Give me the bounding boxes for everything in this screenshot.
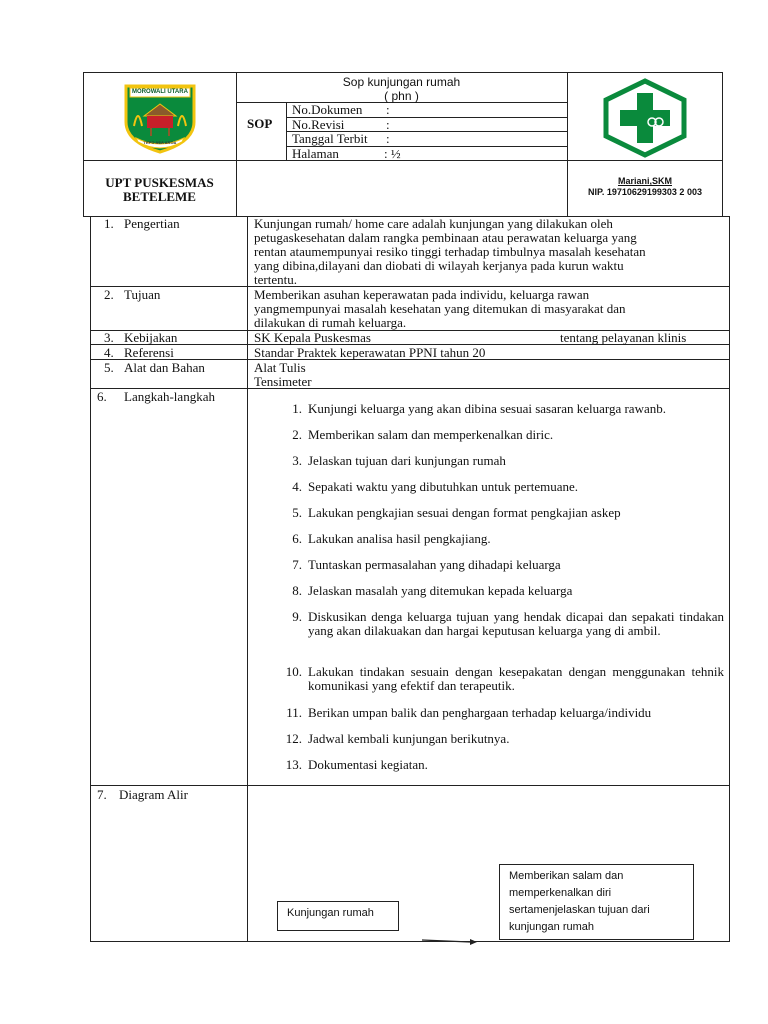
flow-box-salam-line: sertamenjelaskan tujuan dari: [509, 904, 650, 916]
section-num: 7.: [97, 787, 107, 802]
signer-name: Mariani,SKM: [617, 176, 672, 186]
section-label-kebijakan: Kebijakan: [124, 330, 178, 345]
document-subtitle: ( phn ): [384, 89, 419, 103]
pengertian-line: tertentu.: [254, 272, 297, 287]
section-num: 4.: [104, 345, 114, 360]
list-item: 5. Lakukan pengkajian sesuai dengan format pengkajian askep: [292, 505, 621, 520]
kebijakan-text-right: tentang pelayanan klinis: [560, 330, 687, 345]
logo-ribbon-text: TEPO ASA AROA: [143, 140, 177, 145]
signer-nip: NIP. 19710629199303 2 003: [588, 187, 702, 197]
alat-item: Alat Tulis: [254, 360, 306, 375]
referensi-text: Standar Praktek keperawatan PPNI tahun 20: [254, 345, 486, 360]
list-item: 4. Sepakati waktu yang dibutuhkan untuk pertemuane.: [292, 479, 579, 494]
section-num: 1.: [104, 216, 114, 231]
list-item: 11. Berikan umpan balik dan penghargaan terhadap keluarga/individu: [286, 705, 652, 720]
field-tanggal-terbit-value: :: [386, 131, 390, 146]
list-item: 8. Jelaskan masalah yang ditemukan kepada keluarga: [292, 583, 573, 598]
header-divider: [83, 160, 723, 161]
list-item: 6. Lakukan analisa hasil pengkajiang.: [292, 531, 491, 546]
document-title: Sop kunjungan rumah: [342, 75, 461, 89]
logo-banner-text: MOROWALI UTARA: [132, 89, 188, 95]
content-divider: [90, 785, 730, 786]
list-item: 10. Lakukan tindakan sesuain dengan kesepakatan dengan menggunakan tehnik komunikasi yang efektif dan terapeutik.: [285, 664, 724, 693]
list-item: 9. Diskusikan denga keluarga tujuan yang hendak dicapai dan sepakati tindakan yang akan dilakuakan dan hargai keputusan keluarga yang di ambil.: [292, 609, 724, 638]
sop-label: SOP: [247, 116, 273, 131]
section-num: 6.: [97, 389, 107, 404]
field-halaman-value: : ½: [384, 146, 401, 161]
section-label-alat: Alat dan Bahan: [124, 360, 205, 375]
list-item: 12. Jadwal kembali kunjungan berikutnya.: [285, 731, 510, 746]
list-item: 7. Tuntaskan permasalahan yang dihadapi keluarga: [292, 557, 561, 572]
tujuan-line: yangmempunyai masalah kesehatan yang ditemukan di masyarakat dan: [254, 301, 626, 316]
section-num: 3.: [104, 330, 114, 345]
org-name-line1: UPT PUSKESMAS: [105, 175, 214, 190]
flow-box-salam-line: memperkenalkan diri: [509, 887, 612, 899]
alat-item: Tensimeter: [254, 374, 312, 389]
section-num: 5.: [104, 360, 114, 375]
pengertian-line: petugaskesehatan dalam rangka pembinaan atau perawatan keluarga yang: [254, 230, 637, 245]
pengertian-line: yang dibina,dilayani dan diobati di wilayah kerjanya pada kurun waktu: [254, 258, 624, 273]
tujuan-line: Memberikan asuhan keperawatan pada individu, keluarga rawan: [254, 287, 590, 302]
content-table: [90, 216, 730, 942]
flow-box-salam-line: Memberikan salam dan: [509, 870, 624, 882]
list-item: 3. Jelaskan tujuan dari kunjungan rumah: [292, 453, 506, 468]
field-tanggal-terbit: Tanggal Terbit: [292, 131, 368, 146]
field-halaman: Halaman: [292, 146, 339, 161]
pengertian-line: Kunjungan rumah/ home care adalah kunjungan yang dilakukan oleh: [254, 216, 613, 231]
section-label-diagram: Diagram Alir: [119, 787, 188, 802]
org-name-line2: BETELEME: [123, 189, 196, 204]
section-num: 2.: [104, 287, 114, 302]
list-item: 13. Dokumentasi kegiatan.: [285, 757, 428, 772]
pengertian-line: rentan ataumempunyai resiko tinggi terhadap timbulnya masalah kesehatan: [254, 244, 646, 259]
section-label-pengertian: Pengertian: [124, 216, 180, 231]
section-label-langkah: Langkah-langkah: [124, 389, 215, 404]
section-label-referensi: Referensi: [124, 345, 174, 360]
regency-logo: [120, 82, 200, 154]
section-label-tujuan: Tujuan: [124, 287, 161, 302]
flow-arrow: [422, 933, 478, 943]
flow-box-salam-line: kunjungan rumah: [509, 921, 595, 933]
content-divider: [247, 216, 248, 942]
field-no-dokumen: No.Dokumen: [292, 102, 363, 117]
list-item: 1. Kunjungi keluarga yang akan dibina sesuai sasaran keluarga rawanb.: [292, 401, 666, 416]
health-cross-logo: [600, 78, 690, 158]
field-no-revisi-value: :: [386, 117, 390, 132]
field-no-revisi: No.Revisi: [292, 117, 345, 132]
field-no-dokumen-value: :: [386, 102, 390, 117]
tujuan-line: dilakukan di rumah keluarga.: [254, 315, 407, 330]
list-item: 2. Memberikan salam dan memperkenalkan diric.: [292, 427, 554, 442]
kebijakan-text: SK Kepala Puskesmas: [254, 330, 371, 345]
flow-box-kunjungan-label: Kunjungan rumah: [287, 907, 374, 919]
